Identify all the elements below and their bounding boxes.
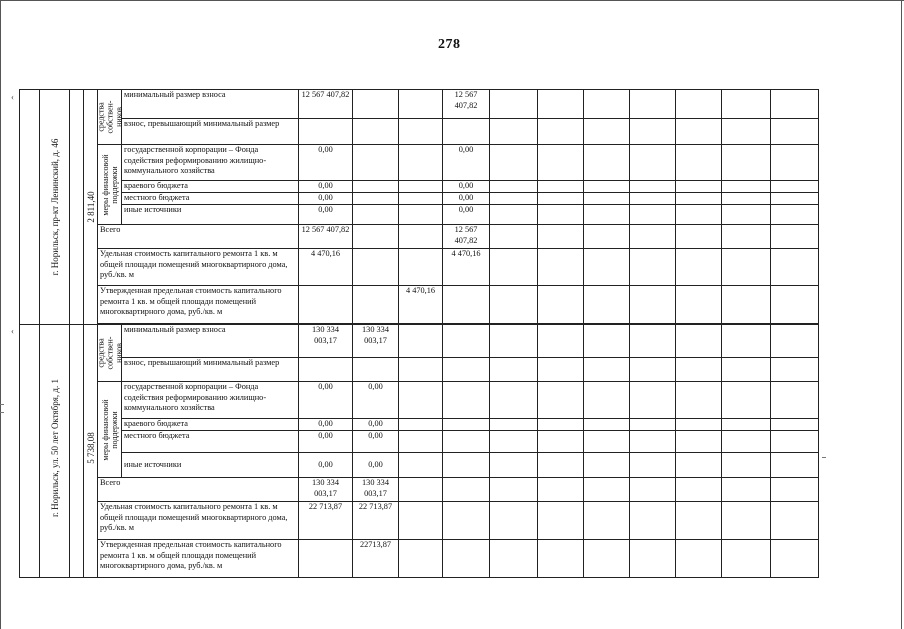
value-cell xyxy=(443,478,490,502)
value-cell: 12 567 407,82 xyxy=(299,225,353,249)
value-cell xyxy=(399,249,443,286)
value-cell xyxy=(399,118,443,144)
address-text: г. Норильск, ул. 50 лет Октября, д. 1 xyxy=(49,379,60,517)
table-row xyxy=(20,540,819,578)
repair-cost-table xyxy=(19,89,819,578)
table-row xyxy=(20,502,819,540)
group-label-cell xyxy=(98,325,122,382)
value-cell: 0,00 xyxy=(353,382,399,419)
value-cell: 0,00 xyxy=(353,431,399,453)
row-label: краевого бюджета xyxy=(122,418,299,430)
value-cell xyxy=(399,325,443,358)
value-cell xyxy=(399,225,443,249)
table-row xyxy=(20,453,819,478)
table-row xyxy=(20,193,819,205)
value-cell: 0,00 xyxy=(299,181,353,193)
table-row xyxy=(20,478,819,502)
row-label: иные источники xyxy=(122,453,299,478)
value-cell xyxy=(443,325,490,358)
value-cell: 12 567 407,82 xyxy=(443,90,490,119)
address-cell xyxy=(40,90,70,325)
value-cell xyxy=(353,205,399,225)
table-row xyxy=(20,181,819,193)
row-label: Удельная стоимость капитального ремонта 1 кв. м общей площади помещений многоквартирного дома, руб./кв. м xyxy=(98,249,299,286)
value-cell: 22 713,87 xyxy=(353,502,399,540)
address-cell xyxy=(40,325,70,578)
value-cell: 0,00 xyxy=(443,181,490,193)
margin-tick xyxy=(0,412,4,413)
margin-tick xyxy=(0,404,4,405)
value-cell xyxy=(399,453,443,478)
value-cell xyxy=(399,478,443,502)
value-cell xyxy=(399,418,443,430)
value-cell xyxy=(399,145,443,181)
table-row xyxy=(20,90,819,119)
value-cell: 0,00 xyxy=(299,205,353,225)
value-cell: 0,00 xyxy=(299,382,353,419)
value-cell xyxy=(399,181,443,193)
value-cell: 22713,87 xyxy=(353,540,399,578)
empty-cell xyxy=(70,325,84,578)
area-cell xyxy=(84,90,98,325)
address-text: г. Норильск, пр-кт Ленинский, д. 46 xyxy=(49,138,60,275)
value-cell xyxy=(399,205,443,225)
row-label: взнос, превышающий минимальный размер xyxy=(122,357,299,381)
value-cell xyxy=(399,193,443,205)
table-row xyxy=(20,205,819,225)
value-cell xyxy=(443,418,490,430)
value-cell xyxy=(399,431,443,453)
value-cell xyxy=(399,90,443,119)
margin-tick xyxy=(822,457,826,458)
value-cell xyxy=(443,502,490,540)
table-row xyxy=(20,225,819,249)
value-cell: 130 334 003,17 xyxy=(299,478,353,502)
value-cell xyxy=(443,540,490,578)
row-label: Утвержденная предельная стоимость капитального ремонта 1 кв. м общей площади помещений многоквартирного дома, руб./кв. м xyxy=(98,286,299,324)
row-label: местного бюджета xyxy=(122,193,299,205)
value-cell xyxy=(443,453,490,478)
value-cell xyxy=(443,382,490,419)
value-cell xyxy=(353,357,399,381)
area-cell xyxy=(84,325,98,578)
table-row xyxy=(20,357,819,381)
row-label: взнос, превышающий минимальный размер xyxy=(122,118,299,144)
value-cell xyxy=(299,357,353,381)
value-cell: 0,00 xyxy=(299,145,353,181)
table-row xyxy=(20,145,819,181)
value-cell: 22 713,87 xyxy=(299,502,353,540)
row-label: Всего xyxy=(98,478,299,502)
table-row xyxy=(20,431,819,453)
value-cell: 0,00 xyxy=(299,418,353,430)
empty-cell xyxy=(20,90,40,325)
margin-mark: ‹ xyxy=(11,92,14,102)
value-cell: 0,00 xyxy=(443,205,490,225)
value-cell xyxy=(443,357,490,381)
area-text: 5 738,08 xyxy=(85,432,96,464)
page-border-top xyxy=(0,0,904,1)
value-cell: 130 334 003,17 xyxy=(353,325,399,358)
value-cell: 4 470,16 xyxy=(299,249,353,286)
value-cell xyxy=(353,118,399,144)
value-cell: 12 567 407,82 xyxy=(443,225,490,249)
row-label: местного бюджета xyxy=(122,431,299,453)
row-label: минимальный размер взноса xyxy=(122,90,299,119)
value-cell: 0,00 xyxy=(443,193,490,205)
group-label-cell xyxy=(98,90,122,145)
row-label: Всего xyxy=(98,225,299,249)
value-cell: 0,00 xyxy=(353,418,399,430)
group-label-cell xyxy=(98,382,122,478)
value-cell: 0,00 xyxy=(299,453,353,478)
table-row xyxy=(20,118,819,144)
value-cell xyxy=(353,286,399,324)
table-row xyxy=(20,382,819,419)
page-number: 278 xyxy=(438,37,461,52)
table-row xyxy=(20,325,819,358)
value-cell: 130 334 003,17 xyxy=(299,325,353,358)
value-cell xyxy=(353,249,399,286)
area-text: 2 811,40 xyxy=(85,190,96,223)
table-row xyxy=(20,418,819,430)
value-cell xyxy=(399,502,443,540)
value-cell xyxy=(443,286,490,324)
value-cell xyxy=(353,193,399,205)
value-cell: 12 567 407,82 xyxy=(299,90,353,119)
empty-cell xyxy=(70,90,84,325)
row-label: государственной корпорации – Фонда содействия реформированию жилищно-коммунального хозяйства xyxy=(122,145,299,181)
value-cell: 4 470,16 xyxy=(399,286,443,324)
value-cell: 4 470,16 xyxy=(443,249,490,286)
value-cell: 0,00 xyxy=(299,193,353,205)
value-cell xyxy=(443,118,490,144)
value-cell xyxy=(399,540,443,578)
value-cell: 0,00 xyxy=(299,431,353,453)
row-label: государственной корпорации – Фонда содействия реформированию жилищно-коммунального хозяйства xyxy=(122,382,299,419)
value-cell xyxy=(399,382,443,419)
group-label-owners: средства собствен-ников xyxy=(96,100,123,134)
row-label: краевого бюджета xyxy=(122,181,299,193)
value-cell xyxy=(299,118,353,144)
value-cell xyxy=(443,431,490,453)
value-cell xyxy=(353,181,399,193)
table-row xyxy=(20,249,819,286)
value-cell xyxy=(299,286,353,324)
row-label: минимальный размер взноса xyxy=(122,325,299,358)
group-label-cell xyxy=(98,145,122,225)
empty-cell xyxy=(20,325,40,578)
value-cell: 130 334 003,17 xyxy=(353,478,399,502)
row-label: иные источники xyxy=(122,205,299,225)
value-cell xyxy=(399,357,443,381)
value-cell xyxy=(353,90,399,119)
value-cell: 0,00 xyxy=(443,145,490,181)
value-cell xyxy=(299,540,353,578)
group-label-support: меры финансовой поддержки xyxy=(100,153,119,216)
value-cell xyxy=(353,225,399,249)
table-row xyxy=(20,286,819,324)
page-border-right xyxy=(901,0,902,629)
group-label-support: меры финансовой поддержки xyxy=(100,398,119,461)
value-cell: 0,00 xyxy=(353,453,399,478)
value-cell xyxy=(353,145,399,181)
page-border-left xyxy=(0,0,1,629)
group-label-owners: средства собствен-ников xyxy=(96,336,123,370)
margin-mark: ‹ xyxy=(11,326,14,336)
row-label: Утвержденная предельная стоимость капитального ремонта 1 кв. м общей площади помещений многоквартирного дома, руб./кв. м xyxy=(98,540,299,578)
row-label: Удельная стоимость капитального ремонта 1 кв. м общей площади помещений многоквартирного дома, руб./кв. м xyxy=(98,502,299,540)
